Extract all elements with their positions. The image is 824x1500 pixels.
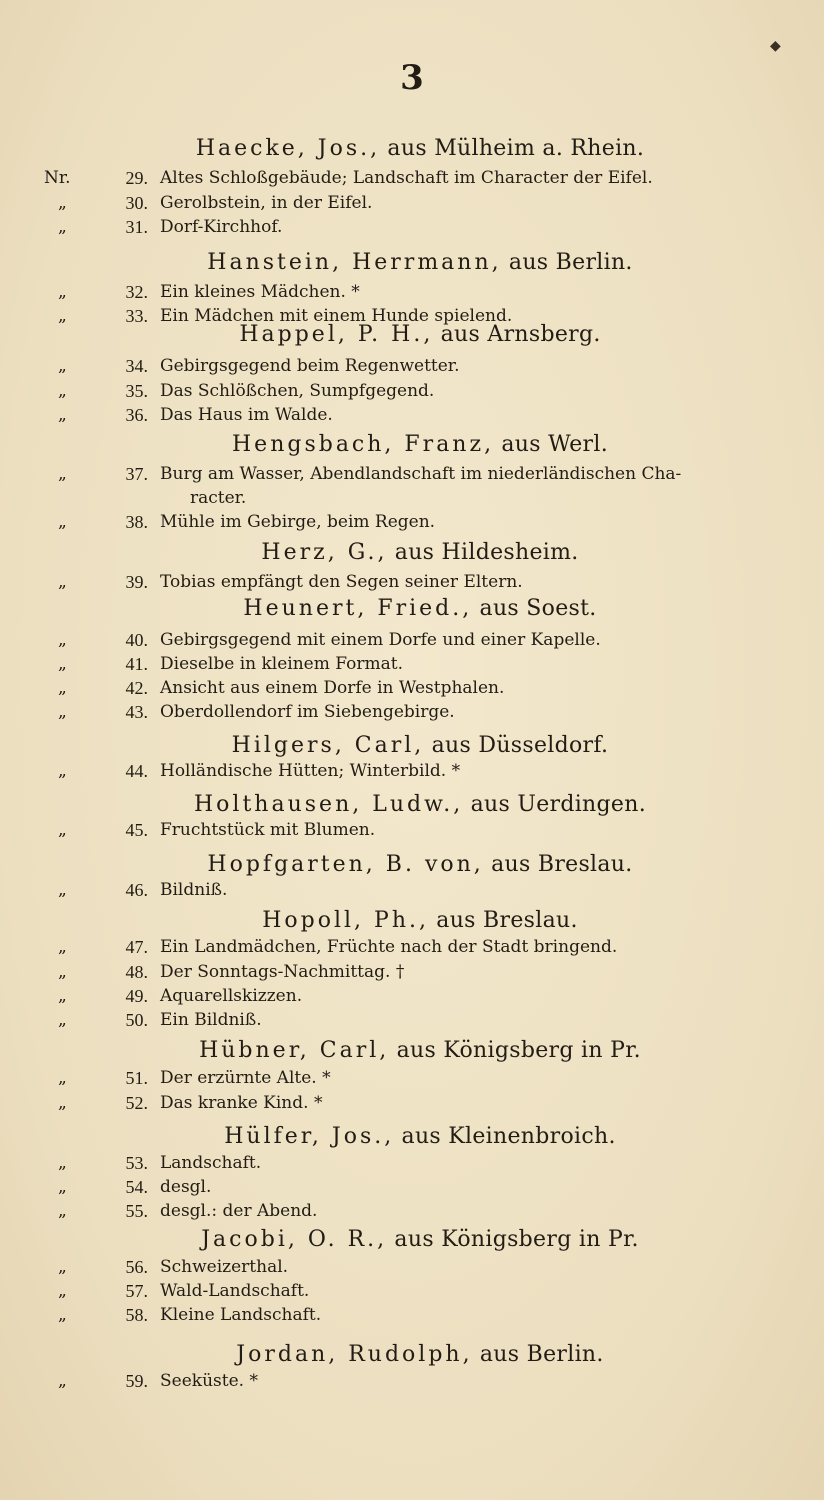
catalog-entry-row: [0, 572, 824, 596]
artist-heading: [120, 250, 720, 275]
artist-name: Hopoll, Ph.,: [262, 908, 429, 933]
entry-title: Burg am Wasser, Abendlandschaft im niederländischen Cha-: [160, 464, 682, 484]
ditto-mark: „: [58, 217, 67, 237]
ditto-mark: „: [58, 512, 67, 532]
entry-number: 31.: [125, 217, 148, 237]
entry-number: 43.: [125, 702, 148, 722]
entry-number: 51.: [125, 1068, 148, 1088]
artist-origin: aus Werl.: [494, 432, 609, 457]
entry-number: 36.: [125, 405, 148, 425]
entry-title: Ein Landmädchen, Früchte nach der Stadt bringend.: [160, 937, 618, 957]
ditto-mark: „: [58, 880, 67, 900]
artist-heading: [120, 852, 720, 877]
catalog-entry-row: [0, 356, 824, 380]
artist-name: Happel, P. H.,: [239, 322, 434, 347]
catalog-entry-row: [0, 702, 824, 726]
entry-number: 52.: [125, 1093, 148, 1113]
entry-number: 32.: [125, 282, 148, 302]
artist-heading: [120, 1124, 720, 1149]
entry-number: 42.: [125, 678, 148, 698]
entry-number: 56.: [125, 1257, 148, 1277]
ditto-mark: „: [58, 1010, 67, 1030]
artist-origin: aus Uerdingen.: [463, 792, 646, 817]
entry-title: Dieselbe in kleinem Format.: [160, 654, 403, 674]
entry-number: 57.: [125, 1281, 148, 1301]
catalog-entry-row: [0, 1201, 824, 1225]
catalog-entry-row: [0, 1305, 824, 1329]
catalog-entry-row: [0, 761, 824, 785]
ditto-mark: „: [58, 630, 67, 650]
catalog-entry-row: [0, 381, 824, 405]
ditto-mark: „: [58, 937, 67, 957]
entry-title: desgl.: der Abend.: [160, 1201, 318, 1221]
entry-number: 41.: [125, 654, 148, 674]
entry-number: 34.: [125, 356, 148, 376]
artist-origin: aus Breslau.: [483, 852, 633, 877]
entry-title: Holländische Hütten; Winterbild. *: [160, 761, 461, 781]
ditto-mark: „: [58, 405, 67, 425]
ditto-mark: „: [58, 1201, 67, 1221]
artist-name: Hopfgarten, B. von,: [207, 852, 484, 877]
artist-heading: [120, 540, 720, 565]
artist-heading: [120, 792, 720, 817]
ditto-mark: „: [58, 702, 67, 722]
entry-number: 44.: [125, 761, 148, 781]
ditto-mark: „: [58, 654, 67, 674]
catalog-entry-row: [0, 820, 824, 844]
page-number: 3: [400, 58, 424, 98]
entry-title: Gebirgsgegend mit einem Dorfe und einer Kapelle.: [160, 630, 601, 650]
ditto-mark: „: [58, 282, 67, 302]
artist-origin: aus Breslau.: [429, 908, 578, 933]
entry-title: Oberdollendorf im Siebengebirge.: [160, 702, 455, 722]
artist-name: Hübner, Carl,: [199, 1038, 390, 1063]
ditto-mark: „: [58, 962, 67, 982]
catalog-entry-row: [0, 630, 824, 654]
catalog-entry-row: [0, 937, 824, 961]
artist-heading: [120, 136, 720, 161]
entry-number: 58.: [125, 1305, 148, 1325]
ditto-mark: „: [58, 1093, 67, 1113]
catalog-entry-row: [0, 962, 824, 986]
artist-name: Hanstein, Herrmann,: [207, 250, 502, 275]
entry-title: Seeküste. *: [160, 1371, 258, 1391]
entry-title: Das Haus im Walde.: [160, 405, 333, 425]
artist-heading: [120, 908, 720, 933]
artist-origin: aus Hildesheim.: [387, 540, 579, 565]
ditto-mark: „: [58, 356, 67, 376]
artist-name: Heunert, Fried.,: [243, 596, 473, 621]
ditto-mark: „: [58, 1177, 67, 1197]
entry-title: desgl.: [160, 1177, 212, 1197]
entry-title-continuation: racter.: [190, 488, 247, 508]
catalog-entry-row: [0, 1068, 824, 1092]
entry-number: 38.: [125, 512, 148, 532]
catalog-entry-row: [0, 464, 824, 488]
ditto-mark: „: [58, 761, 67, 781]
entry-number: 33.: [125, 306, 148, 326]
catalog-entry-row: [0, 512, 824, 536]
catalog-entry-row: [0, 1010, 824, 1034]
artist-origin: aus Königsberg in Pr.: [389, 1038, 641, 1063]
entry-number: 37.: [125, 464, 148, 484]
ditto-mark: „: [58, 1153, 67, 1173]
artist-name: Hengsbach, Franz,: [231, 432, 495, 457]
catalog-entry-row: [0, 1257, 824, 1281]
ditto-mark: „: [58, 678, 67, 698]
entry-number: 39.: [125, 572, 148, 592]
entry-number: 40.: [125, 630, 148, 650]
entry-number: 45.: [125, 820, 148, 840]
ditto-mark: „: [58, 464, 67, 484]
entry-number: 55.: [125, 1201, 148, 1221]
entry-title: Tobias empfängt den Segen seiner Eltern.: [160, 572, 523, 592]
catalog-entry-row: [0, 1153, 824, 1177]
entry-number: 49.: [125, 986, 148, 1006]
catalog-entry-row: [0, 678, 824, 702]
entry-number: 59.: [125, 1371, 148, 1391]
artist-origin: aus Berlin.: [501, 250, 633, 275]
entry-number: 30.: [125, 193, 148, 213]
artist-origin: aus Kleinenbroich.: [394, 1124, 616, 1149]
entry-title: Schweizerthal.: [160, 1257, 289, 1277]
artist-heading: [120, 322, 720, 347]
entry-title: Das kranke Kind. *: [160, 1093, 323, 1113]
artist-origin: aus Berlin.: [472, 1342, 604, 1367]
ditto-mark: „: [58, 572, 67, 592]
catalog-entry-row: [0, 1281, 824, 1305]
entry-number: 29.: [125, 168, 148, 188]
ditto-mark: „: [58, 1371, 67, 1391]
artist-heading: [120, 1342, 720, 1367]
artist-name: Jacobi, O. R.,: [201, 1227, 388, 1252]
artist-origin: aus Soest.: [472, 596, 597, 621]
artist-name: Holthausen, Ludw.,: [194, 792, 464, 817]
catalog-entry-row: [0, 654, 824, 678]
entry-title: Der Sonntags-Nachmittag. †: [160, 962, 405, 982]
catalog-entry-row: [0, 880, 824, 904]
catalog-entry-row: [0, 1177, 824, 1201]
entry-title: Ein Bildniß.: [160, 1010, 262, 1030]
entry-title: Dorf-Kirchhof.: [160, 217, 283, 237]
artist-heading: [120, 1038, 720, 1063]
artist-name: Hilgers, Carl,: [231, 733, 425, 758]
artist-origin: aus Königsberg in Pr.: [387, 1227, 639, 1252]
artist-name: Jordan, Rudolph,: [236, 1342, 473, 1367]
ditto-mark: „: [58, 1281, 67, 1301]
artist-name: Herz, G.,: [261, 540, 388, 565]
artist-origin: aus Arnsberg.: [433, 322, 601, 347]
catalog-entry-row: [0, 217, 824, 241]
catalog-entry-row: [0, 986, 824, 1010]
catalog-entry-row: [0, 168, 824, 192]
entry-title: Ein Mädchen mit einem Hunde spielend.: [160, 306, 513, 326]
entry-number: 50.: [125, 1010, 148, 1030]
catalog-entry-row: [0, 282, 824, 306]
entry-number: 47.: [125, 937, 148, 957]
artist-name: Hülfer, Jos.,: [224, 1124, 395, 1149]
ditto-mark: „: [58, 1257, 67, 1277]
entry-title: Gebirgsgegend beim Regenwetter.: [160, 356, 460, 376]
artist-heading: [120, 733, 720, 758]
catalog-entry-row: [0, 1371, 824, 1395]
catalog-entry-row: [0, 1093, 824, 1117]
ink-speck: ◆: [770, 38, 781, 54]
entry-title: Der erzürnte Alte. *: [160, 1068, 331, 1088]
ditto-mark: „: [58, 381, 67, 401]
entry-number: 54.: [125, 1177, 148, 1197]
entry-title: Bildniß.: [160, 880, 228, 900]
entry-title: Landschaft.: [160, 1153, 262, 1173]
nr-abbreviation: Nr.: [44, 168, 71, 188]
entry-title: Altes Schloßgebäude; Landschaft im Character der Eifel.: [160, 168, 653, 188]
ditto-mark: „: [58, 306, 67, 326]
ditto-mark: „: [58, 820, 67, 840]
entry-title: Fruchtstück mit Blumen.: [160, 820, 376, 840]
entry-title: Kleine Landschaft.: [160, 1305, 322, 1325]
entry-title: Mühle im Gebirge, beim Regen.: [160, 512, 436, 532]
entry-number: 46.: [125, 880, 148, 900]
entry-number: 35.: [125, 381, 148, 401]
entry-title: Gerolbstein, in der Eifel.: [160, 193, 373, 213]
catalog-entry-row: [0, 405, 824, 429]
entry-number: 48.: [125, 962, 148, 982]
artist-name: Haecke, Jos.,: [195, 136, 381, 161]
ditto-mark: „: [58, 986, 67, 1006]
entry-title: Ein kleines Mädchen. *: [160, 282, 360, 302]
artist-origin: aus Mülheim a. Rhein.: [380, 136, 645, 161]
entry-title: Ansicht aus einem Dorfe in Westphalen.: [160, 678, 505, 698]
artist-heading: [120, 596, 720, 621]
entry-title: Wald-Landschaft.: [160, 1281, 310, 1301]
artist-heading: [120, 432, 720, 457]
ditto-mark: „: [58, 193, 67, 213]
entry-title: Aquarellskizzen.: [160, 986, 303, 1006]
entry-number: 53.: [125, 1153, 148, 1173]
artist-heading: [120, 1227, 720, 1252]
artist-origin: aus Düsseldorf.: [424, 733, 609, 758]
entry-title: Das Schlößchen, Sumpfgegend.: [160, 381, 435, 401]
catalog-entry-row: [0, 193, 824, 217]
ditto-mark: „: [58, 1305, 67, 1325]
ditto-mark: „: [58, 1068, 67, 1088]
